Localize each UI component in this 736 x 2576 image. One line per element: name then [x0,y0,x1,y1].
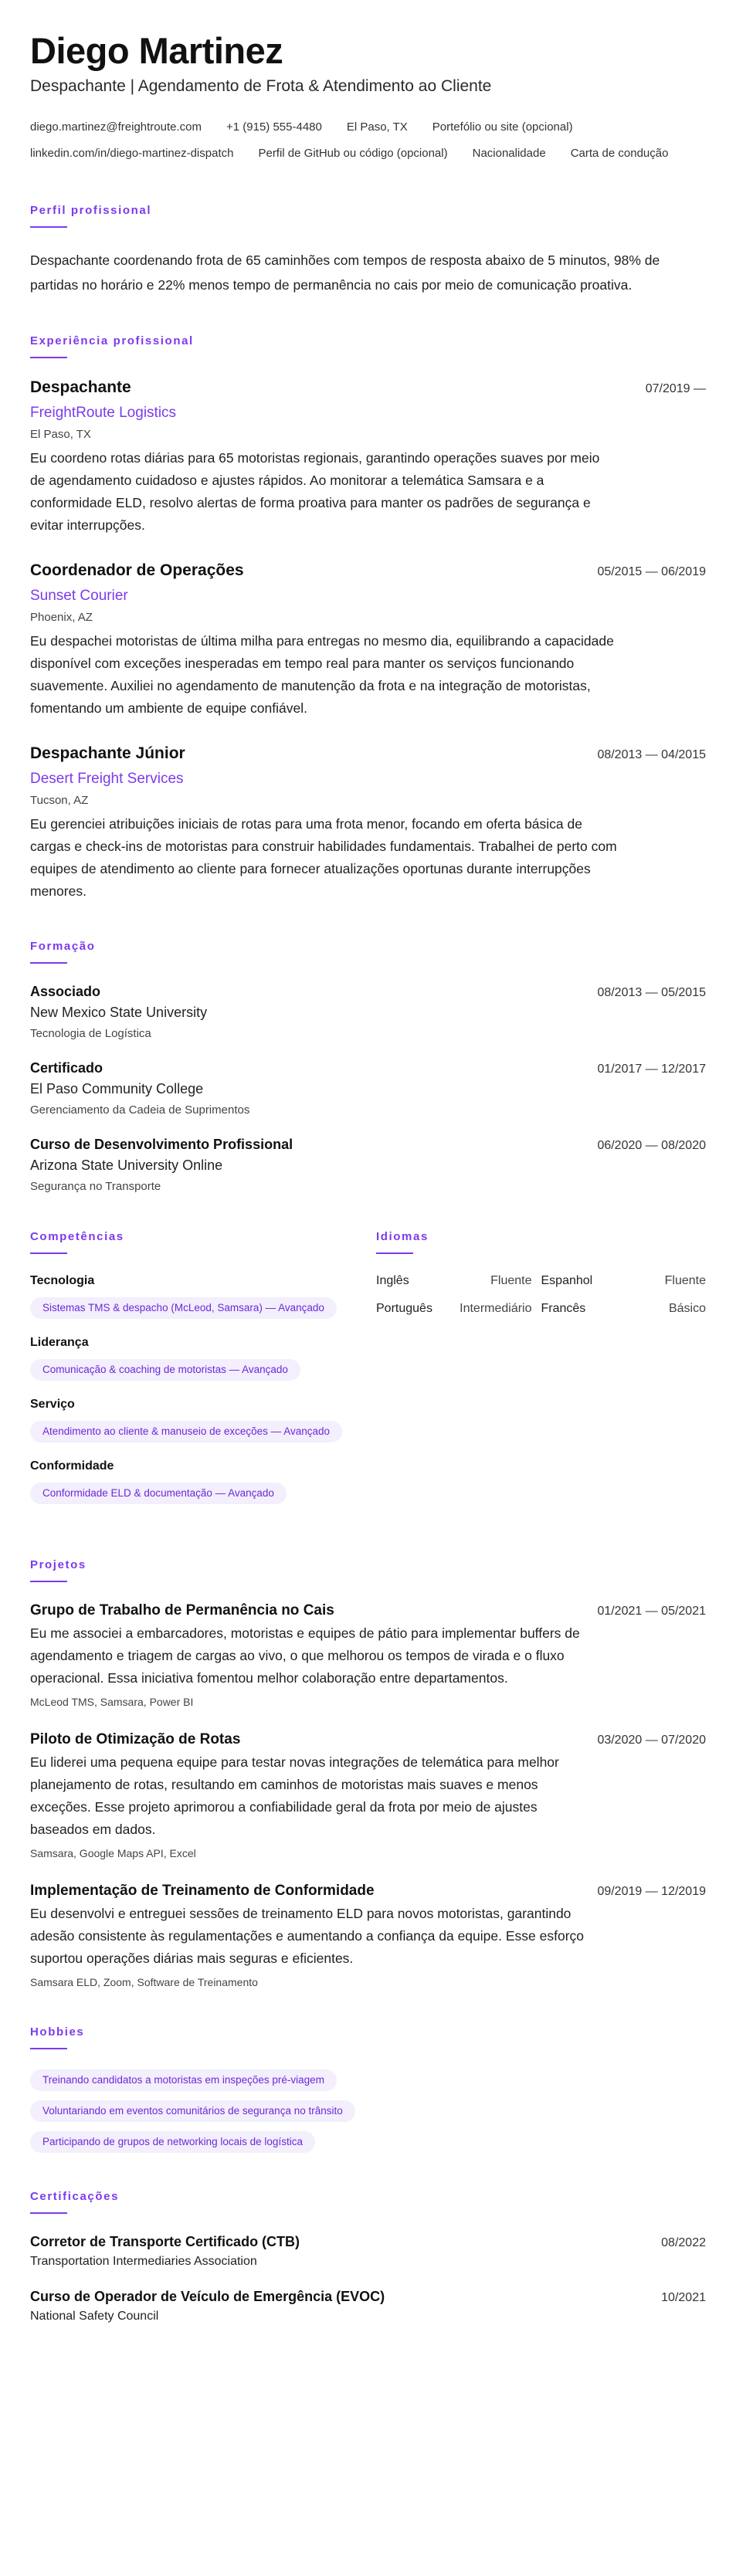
school-name: New Mexico State University [30,1005,208,1020]
certification-entry [30,2234,706,2269]
skill-chip: Sistemas TMS & despacho (McLeod, Samsara) — Avançado [30,1297,337,1319]
contact-github[interactable]: Perfil de GitHub ou código (opcional) [258,147,448,160]
hobby-chip: Voluntariando em eventos comunitários de segurança no trânsito [30,2100,355,2122]
section-divider [30,962,67,964]
contact-license: Carta de condução [570,147,669,160]
section-title: Projetos [30,1558,86,1571]
degree: Curso de Desenvolvimento Profissional [30,1137,293,1152]
section-title: Formação [30,940,96,953]
experience-section [30,334,706,903]
project-name: Piloto de Otimização de Rotas [30,1731,241,1747]
contact-phone[interactable]: +1 (915) 555-4480 [226,120,322,134]
contact-portfolio[interactable]: Portefólio ou site (opcional) [432,120,573,134]
hobby-chip: Participando de grupos de networking locais de logística [30,2131,315,2153]
skill-group [30,1398,360,1442]
job-title: Despachante [30,378,131,396]
skill-category: Conformidade [30,1459,114,1473]
section-divider [30,2048,67,2049]
section-title: Competências [30,1230,124,1243]
education-entry [30,984,706,1040]
field-of-study: Segurança no Transporte [30,1180,161,1193]
language-level: Básico [668,1302,706,1315]
section-title: Experiência profissional [30,334,194,347]
resume-header [30,29,706,167]
certification-entry [30,2289,706,2323]
certification-issuer: Transportation Intermediaries Association [30,2255,257,2268]
candidate-headline: Despachante | Agendamento de Frota & Atendimento ao Cliente [30,77,492,95]
job-location: Phoenix, AZ [30,611,93,624]
section-divider [30,1581,67,1582]
section-divider [30,357,67,358]
school-name: Arizona State University Online [30,1158,223,1173]
certification-date: 10/2021 [661,2291,706,2304]
contact-email[interactable]: diego.martinez@freightroute.com [30,120,202,134]
language-level: Fluente [490,1274,532,1287]
candidate-name: Diego Martinez [30,30,283,71]
project-description: Eu me associei a embarcadores, motoristas e equipes de pátio para implementar buffers de agendamento e triagem de cargas ao vivo, o que melhorou os tempos de virada e o fluxo operacional. Essa iniciativa fomentou melhor colaboração entre departamentos. [30,1625,580,1686]
section-divider [376,1252,413,1254]
skill-chip: Conformidade ELD & documentação — Avançado [30,1483,287,1504]
education-entry [30,1137,706,1193]
education-section [30,940,706,1193]
language-level: Fluente [664,1274,706,1287]
degree: Associado [30,984,101,999]
project-entry [30,1602,706,1708]
project-description: Eu liderei uma pequena equipe para testar novas integrações de telemática para melhor planejamento de rotas, resultando em caminhos de motoristas mais suaves e menos exceções. Esse projeto aprimorou a confiabilidade geral da frota por meio de ajustes baseados em dados. [30,1754,559,1837]
job-dates: 05/2015 — 06/2019 [597,565,706,578]
certification-issuer: National Safety Council [30,2310,159,2323]
section-title: Perfil profissional [30,204,152,217]
contact-nationality: Nacionalidade [472,147,546,160]
skill-chip: Atendimento ao cliente & manuseio de exceções — Avançado [30,1421,342,1442]
company-name: Sunset Courier [30,588,128,604]
contact-linkedin[interactable]: linkedin.com/in/diego-martinez-dispatch [30,147,234,160]
project-technologies: Samsara ELD, Zoom, Software de Treinamento [30,1976,258,1988]
job-description: Eu coordeno rotas diárias para 65 motoristas regionais, garantindo operações suaves por meio de agendamento cuidadoso e ajustes rápidos. Ao monitorar a telemática Samsara e a conformidade ELD, resolvo alertas de forma proativa para manter os padrões de segurança e evitar interrupções. [30,450,600,533]
section-divider [30,1252,67,1254]
language-name: Espanhol [541,1274,593,1287]
project-dates: 03/2020 — 07/2020 [597,1734,706,1747]
project-entry [30,1731,706,1859]
skills-section [30,1230,360,1521]
experience-entry [30,378,706,537]
summary-text: Despachante coordenando frota de 65 caminhões com tempos de resposta abaixo de 5 minutos, 98% de partidas no horário e 22% menos tempo de permanência no cais por meio de comunicação proativa. [30,253,660,293]
education-dates: 01/2017 — 12/2017 [597,1063,706,1076]
skill-group [30,1336,360,1381]
job-location: Tucson, AZ [30,794,89,807]
skill-category: Serviço [30,1398,75,1411]
experience-entry [30,561,706,720]
job-dates: 07/2019 — [645,382,706,395]
project-description: Eu desenvolvi e entreguei sessões de treinamento ELD para novos motoristas, garantindo adesão consistente às regulamentações e aumentando a confiança da equipe. Esse esforço suportou operações diárias mais seguras e eficientes. [30,1906,585,1966]
project-technologies: Samsara, Google Maps API, Excel [30,1847,196,1859]
field-of-study: Gerenciamento da Cadeia de Suprimentos [30,1103,250,1117]
hobbies-section [30,2025,706,2153]
language-name: Francês [541,1302,586,1315]
languages-section [376,1230,706,1521]
language-level: Intermediário [460,1302,532,1315]
education-dates: 06/2020 — 08/2020 [597,1139,706,1152]
section-divider [30,2212,67,2214]
skill-category: Liderança [30,1336,89,1349]
job-description: Eu gerenciei atribuições iniciais de rotas para uma frota menor, focando em oferta básica de cargas e check-ins de motoristas para construir habilidades fundamentais. Trabalhei de perto com equipes de atendimento ao cliente para fornecer atualizações oportunas durante interrupções menores. [30,816,617,899]
project-name: Implementação de Treinamento de Conformidade [30,1883,375,1899]
language-name: Português [376,1302,432,1315]
section-title: Certificações [30,2190,120,2203]
hobby-chip: Treinando candidatos a motoristas em inspeções pré-viagem [30,2069,337,2091]
experience-entry [30,744,706,903]
contact-list [30,114,706,167]
section-title: Hobbies [30,2025,85,2039]
skill-group [30,1459,360,1504]
education-dates: 08/2013 — 05/2015 [597,986,706,999]
company-name: Desert Freight Services [30,771,184,787]
certification-date: 08/2022 [661,2236,706,2249]
skills-languages-row [30,1230,706,1521]
education-entry [30,1060,706,1117]
project-dates: 09/2019 — 12/2019 [597,1885,706,1898]
contact-location: El Paso, TX [346,120,408,134]
degree: Certificado [30,1060,103,1076]
job-title: Coordenador de Operações [30,561,244,579]
job-description: Eu despachei motoristas de última milha para entregas no mesmo dia, equilibrando a capacidade disponível com exceções inesperadas em tempo real para manter os serviços funcionando suavemente. Auxiliei no agendamento de manutenção da frota e na integração de motoristas, fomentando um ambiente de equipe confiável. [30,633,614,716]
section-divider [30,226,67,228]
section-title: Idiomas [376,1230,429,1243]
skill-group [30,1274,360,1319]
certifications-section [30,2190,706,2323]
skill-chip: Comunicação & coaching de motoristas — Avançado [30,1359,300,1381]
skill-category: Tecnologia [30,1274,95,1287]
summary-section [30,204,706,297]
project-name: Grupo de Trabalho de Permanência no Cais [30,1602,334,1618]
project-entry [30,1883,706,1988]
company-name: FreightRoute Logistics [30,405,177,421]
certification-name: Corretor de Transporte Certificado (CTB) [30,2234,300,2249]
projects-section [30,1558,706,1988]
language-list [376,1274,706,1316]
job-location: El Paso, TX [30,428,91,441]
project-technologies: McLeod TMS, Samsara, Power BI [30,1696,194,1708]
job-title: Despachante Júnior [30,744,185,762]
field-of-study: Tecnologia de Logística [30,1027,151,1040]
project-dates: 01/2021 — 05/2021 [597,1605,706,1618]
language-name: Inglês [376,1274,409,1287]
job-dates: 08/2013 — 04/2015 [597,748,706,761]
school-name: El Paso Community College [30,1081,204,1096]
certification-name: Curso de Operador de Veículo de Emergência (EVOC) [30,2289,385,2304]
